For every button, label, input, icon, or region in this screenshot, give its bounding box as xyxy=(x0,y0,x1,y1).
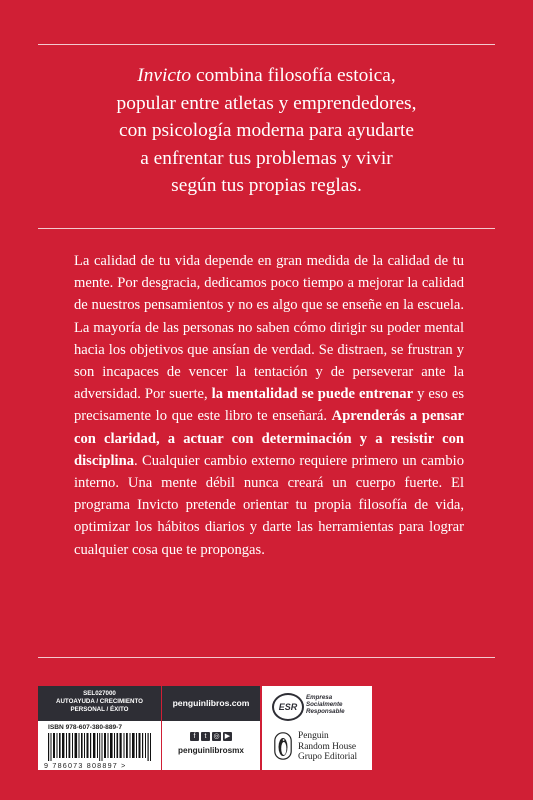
esr-label xyxy=(306,694,345,716)
youtube-icon: ▶ xyxy=(224,733,231,740)
blurb-line-2: popular entre atletas y emprendedores, xyxy=(116,92,417,114)
esr-logo-icon: ESR xyxy=(272,693,304,721)
description-bold-2: Aprenderás a pensar con claridad, a actuar con determinación y a resistir con disciplina xyxy=(74,408,464,469)
logo-panel xyxy=(262,686,372,770)
top-rule xyxy=(38,44,495,45)
publisher-line-1: Penguin xyxy=(298,731,329,741)
instagram-icon: ◎ xyxy=(213,733,220,740)
social-handle: penguinlibrosmx xyxy=(178,746,244,755)
blurb-line-3: con psicología moderna para ayudarte xyxy=(118,120,415,141)
social-icons xyxy=(162,730,260,741)
publisher-line-2: Random House xyxy=(298,741,357,752)
blurb-title: Invicto xyxy=(137,65,192,86)
publisher-line-3: Grupo Editorial xyxy=(298,752,358,762)
description-paragraph xyxy=(74,250,464,561)
blurb-line-5: según tus propias reglas. xyxy=(171,175,362,196)
website-label: penguinlibros.com xyxy=(162,686,260,721)
barcode-icon xyxy=(46,733,156,761)
description-part-2: y eso es precisamente lo que este libro te enseñará. xyxy=(74,386,464,425)
bottom-rule xyxy=(38,657,495,658)
isbn-label: ISBN 978-607-380-889-7 xyxy=(48,724,123,731)
category-code-line-2: AUTOAYUDA / CRECIMIENTO xyxy=(56,698,143,705)
category-code-line-1: SEL027000 xyxy=(83,690,116,697)
publisher-info-block xyxy=(38,686,495,770)
esr-line-3: Responsable xyxy=(306,708,345,716)
code-panel xyxy=(38,686,161,770)
description-part-1: La calidad de tu vida depende en gran medida de la calidad de tu mente. Por desgracia, dedicamos poco tiempo a mejorar la calidad de nuestros pensamientos y no es algo que se enseñe en la escuela. La mayoría de las personas no saben cómo dirigir su poder mental hacia los objetivos que ansían de verdad. Se distraen, se frustran y son incapaces de vencer la tentación y de perseverar ante la adversidad. Por suerte, xyxy=(74,253,464,403)
middle-rule xyxy=(38,228,495,229)
blurb-line-1: combina filosofía estoica, xyxy=(191,65,396,86)
web-panel xyxy=(162,686,260,770)
category-code xyxy=(38,686,161,721)
penguin-logo-icon xyxy=(274,732,292,760)
blurb-line-4: a enfrentar tus problemas y vivir xyxy=(140,147,393,169)
back-cover-blurb xyxy=(40,62,493,200)
description-bold-1: la mentalidad se puede entrenar xyxy=(211,386,414,403)
category-code-line-3: PERSONAL / ÉXITO xyxy=(70,706,129,713)
facebook-icon: f xyxy=(190,732,199,741)
twitter-icon: t xyxy=(201,732,210,741)
description-part-3: . Cualquier cambio externo requiere primero un cambio interno. Una mente débil nunca creará un cuerpo fuerte. El programa Invicto pretende orientar tu propia filosofía de vida, optimizar los hábitos diarios y darte las herramientas para lograr cualquier cosa que te propongas. xyxy=(74,452,464,558)
esr-line-1: Empresa xyxy=(306,694,333,701)
barcode-number: 9 786073 808897 > xyxy=(44,761,127,770)
esr-line-2: Socialmente xyxy=(306,701,343,709)
publisher-name xyxy=(298,731,357,763)
